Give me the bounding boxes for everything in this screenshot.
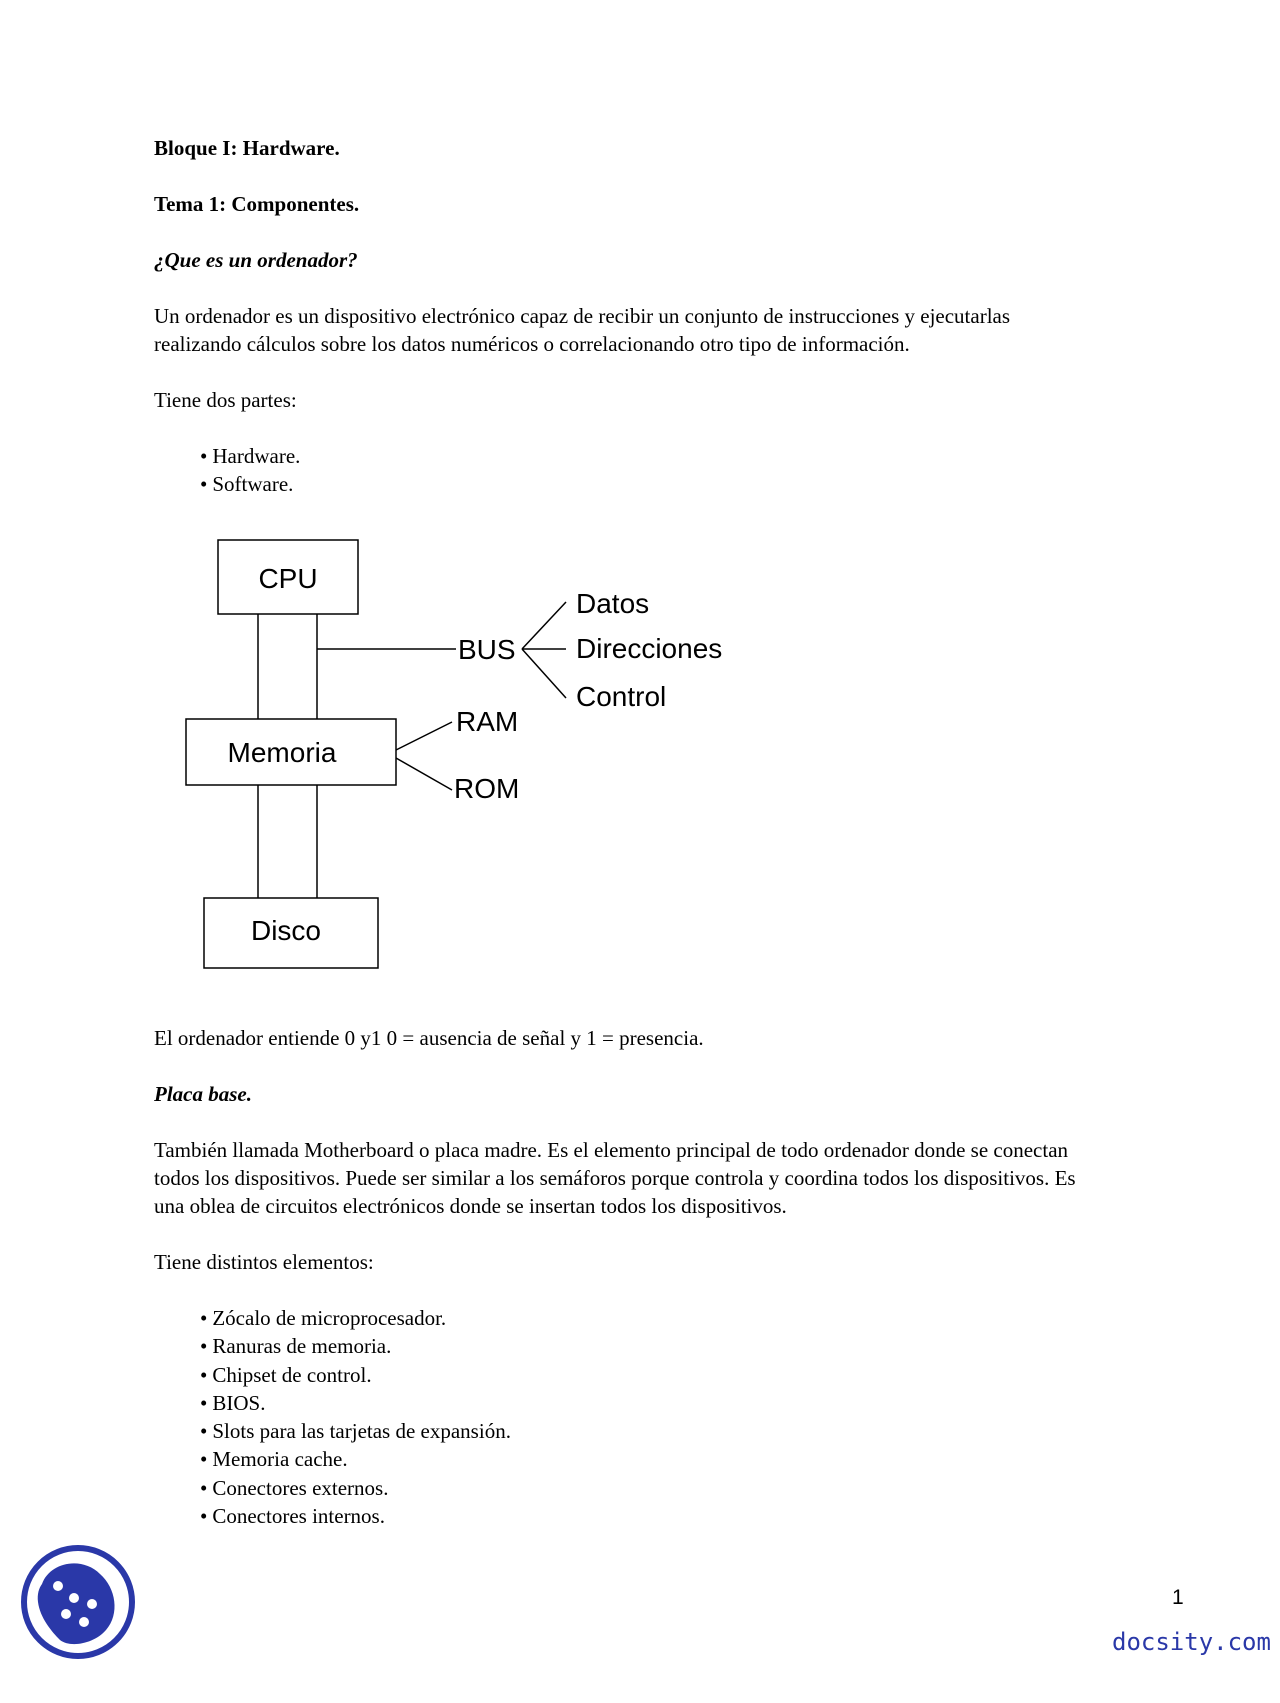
list-item: • Conectores internos. — [200, 1502, 511, 1530]
bus-type-datos: Datos — [576, 588, 650, 619]
list-item: • Slots para las tarjetas de expansión. — [200, 1417, 511, 1445]
docsity-logo-icon[interactable] — [20, 1544, 136, 1660]
list-item: • Ranuras de memoria. — [200, 1332, 511, 1360]
intro-line-1: Un ordenador es un dispositivo electrónico capaz de recibir un conjunto de instrucciones y ejecutarlas — [154, 304, 1011, 328]
bus-datos-branch — [522, 602, 566, 649]
footer-brand-link[interactable]: docsity.com — [1112, 1628, 1271, 1656]
memory-type-rom: ROM — [454, 773, 520, 804]
binary-sentence: El ordenador entiende 0 y1 0 = ausencia de señal y 1 = presencia. — [154, 1026, 704, 1050]
page-number: 1 — [1172, 1586, 1184, 1609]
heading-theme: Tema 1: Componentes. — [154, 192, 360, 216]
motherboard-line-2: todos los dispositivos. Puede ser similar a los semáforos porque controla y coordina todos los dispositivos. Es — [154, 1166, 1076, 1190]
list-item: • Conectores externos. — [200, 1474, 511, 1502]
computer-architecture-diagram — [0, 0, 800, 980]
heading-block: Bloque I: Hardware. — [154, 136, 340, 160]
bus-control-branch — [522, 649, 566, 698]
bus-label: BUS — [458, 634, 516, 665]
list-item: • Memoria cache. — [200, 1445, 511, 1473]
bus-type-direcciones: Direcciones — [576, 633, 723, 664]
list-item: • Hardware. — [200, 442, 300, 470]
motherboard-title: Placa base. — [154, 1082, 252, 1106]
intro-line-2: realizando cálculos sobre los datos numéricos o correlacionando otro tipo de información. — [154, 332, 910, 356]
cpu-label: CPU — [258, 563, 318, 594]
motherboard-line-1: También llamada Motherboard o placa madre. Es el elemento principal de todo ordenador donde se conectan — [154, 1138, 1069, 1162]
parts-intro: Tiene dos partes: — [154, 388, 297, 412]
memory-type-ram: RAM — [456, 706, 519, 737]
list-item: • Chipset de control. — [200, 1361, 511, 1389]
memory-ram-branch — [396, 722, 452, 750]
motherboard-line-3: una oblea de circuitos electrónicos donde se insertan todos los dispositivos. — [154, 1194, 787, 1218]
bus-type-control: Control — [576, 681, 667, 712]
memory-rom-branch — [396, 758, 452, 790]
question-title: ¿Que es un ordenador? — [154, 248, 358, 272]
list-item: • Software. — [200, 470, 300, 498]
memory-label: Memoria — [227, 737, 337, 768]
list-item: • Zócalo de microprocesador. — [200, 1304, 511, 1332]
list-item: • BIOS. — [200, 1389, 511, 1417]
disk-label: Disco — [250, 915, 322, 946]
elements-intro: Tiene distintos elementos: — [154, 1250, 374, 1274]
elements-list — [200, 1304, 511, 1530]
